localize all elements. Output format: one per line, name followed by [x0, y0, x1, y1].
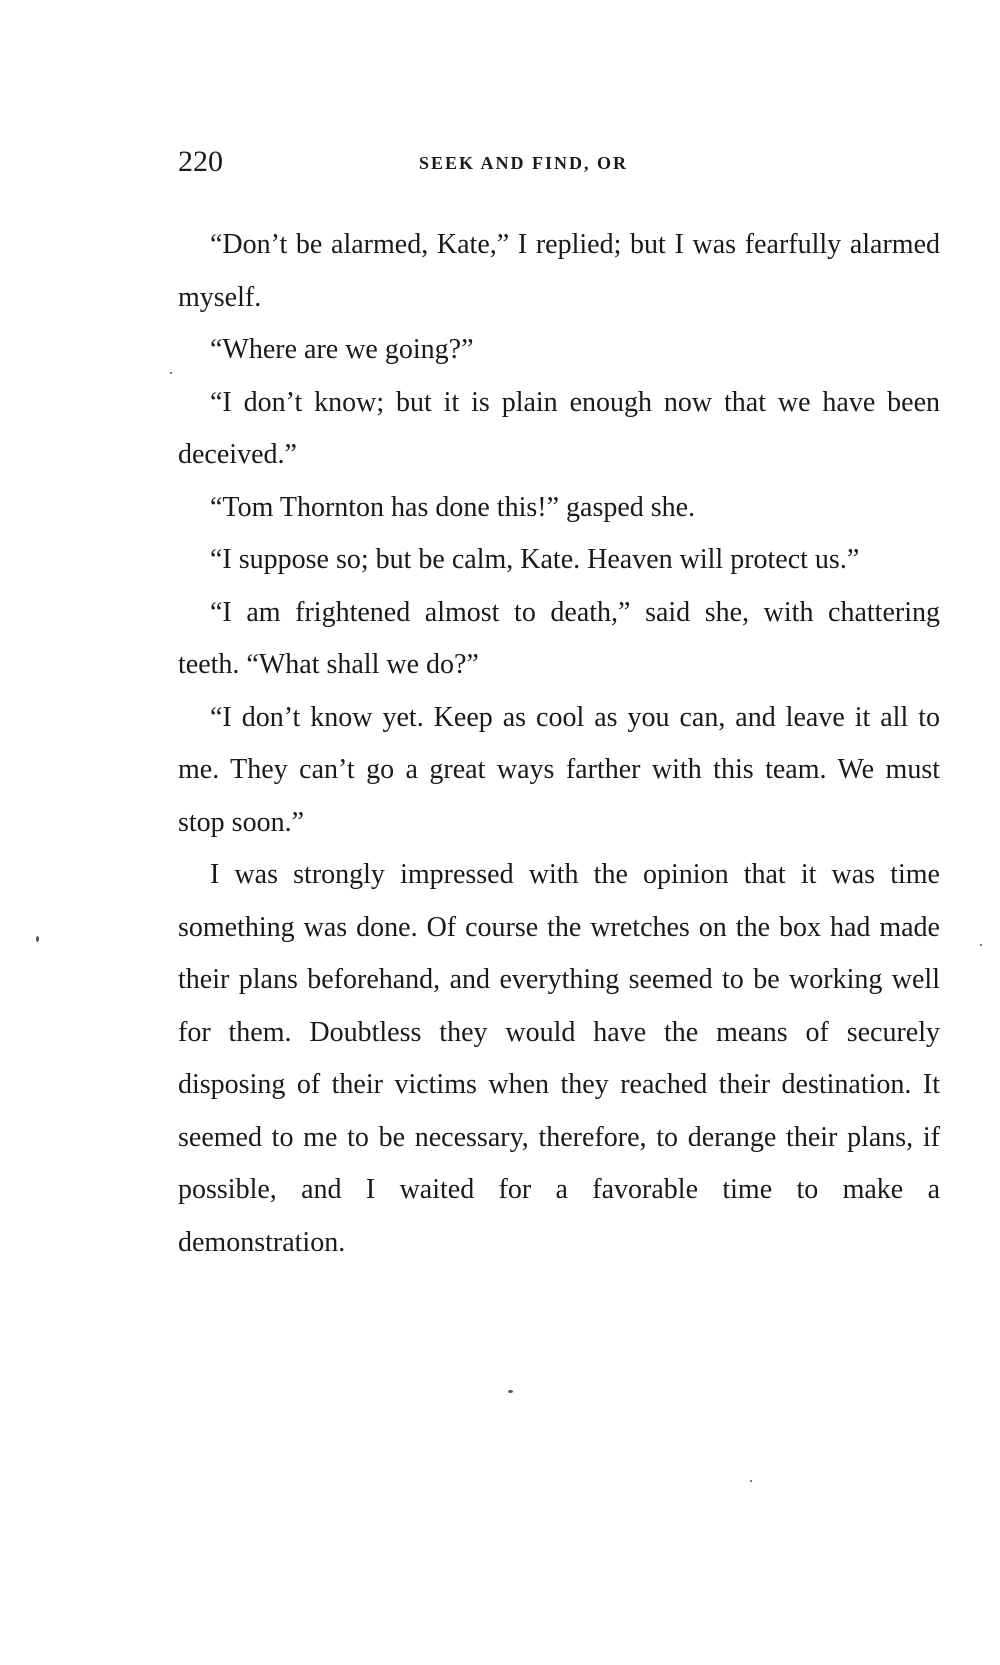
paper-speck: [170, 372, 172, 374]
paragraph: “I am frightened almost to death,” said she, with chattering teeth. “What shall we do?”: [178, 596, 940, 680]
paper-speck: [980, 944, 982, 946]
page-number: 220: [178, 145, 223, 178]
paper-speck: [36, 936, 39, 942]
paper-speck: [750, 1480, 752, 1482]
paragraph: “I don’t know; but it is plain enough now that we have been deceived.”: [178, 386, 940, 470]
running-head-title: SEEK AND FIND, OR: [419, 153, 629, 173]
running-head: [178, 142, 938, 182]
paragraph: I was strongly impressed with the opinion that it was time something was done. Of course the wretches on the box had made their plans beforehand, and everything seemed to be working well for them. Doubtless they would have the means of securely disposing of their victims when they reached their destination. It seemed to me to be necessary, therefore, to derange their plans, if possible, and I waited for a favorable time to make a demonstration.: [178, 859, 940, 1258]
paragraph: “I don’t know yet. Keep as cool as you can, and leave it all to me. They can’t go a great ways farther with this team. We must stop soon.”: [178, 701, 940, 838]
paragraph: “Tom Thornton has done this!” gasped she.: [210, 491, 696, 523]
paragraph: “I suppose so; but be calm, Kate. Heaven will protect us.”: [210, 544, 860, 575]
paragraph: “Where are we going?”: [210, 334, 474, 365]
paper-speck: [508, 1390, 513, 1393]
body-text: [178, 219, 940, 1269]
paragraph: “Don’t be alarmed, Kate,” I replied; but I was fearfully alarmed myself.: [178, 229, 940, 313]
